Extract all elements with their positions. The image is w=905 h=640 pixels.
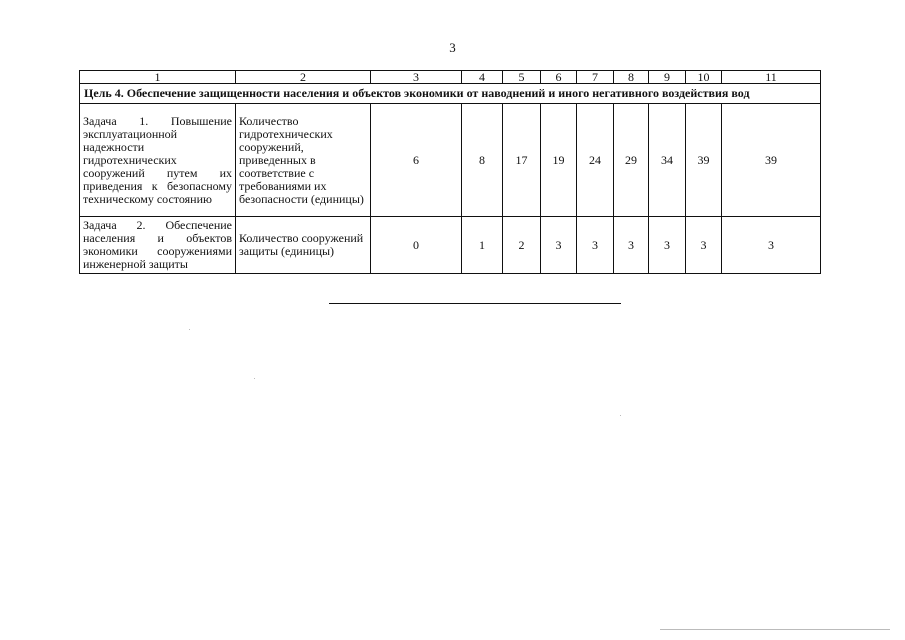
value-cell: 8 bbox=[462, 104, 503, 217]
column-number-row bbox=[80, 71, 821, 84]
column-number: 4 bbox=[462, 71, 503, 84]
column-number: 11 bbox=[722, 71, 821, 84]
value-cell: 39 bbox=[722, 104, 821, 217]
column-number: 2 bbox=[236, 71, 371, 84]
scan-edge-line bbox=[660, 629, 890, 630]
value-cell: 24 bbox=[577, 104, 614, 217]
value-cell: 2 bbox=[503, 217, 541, 274]
column-number: 1 bbox=[80, 71, 236, 84]
column-number: 7 bbox=[577, 71, 614, 84]
column-number: 6 bbox=[541, 71, 577, 84]
column-number: 9 bbox=[649, 71, 686, 84]
column-number: 8 bbox=[614, 71, 649, 84]
value-cell: 3 bbox=[541, 217, 577, 274]
indicator-cell: Количество гидротехнических сооружений, приведенных в соответствие с требованиями их безопасности (единицы) bbox=[236, 104, 371, 217]
table-row bbox=[80, 104, 821, 217]
column-number: 5 bbox=[503, 71, 541, 84]
value-cell: 3 bbox=[686, 217, 722, 274]
page-number: 3 bbox=[449, 40, 456, 55]
value-cell: 6 bbox=[371, 104, 462, 217]
goal-heading: Цель 4. Обеспечение защищенности населения и объектов экономики от наводнений и иного негативного воздействия вод bbox=[80, 84, 821, 104]
value-cell: 3 bbox=[649, 217, 686, 274]
value-cell: 1 bbox=[462, 217, 503, 274]
value-cell: 29 bbox=[614, 104, 649, 217]
column-number: 10 bbox=[686, 71, 722, 84]
separator-line bbox=[329, 303, 621, 304]
value-cell: 3 bbox=[614, 217, 649, 274]
goal-row bbox=[80, 84, 821, 104]
value-cell: 34 bbox=[649, 104, 686, 217]
value-cell: 0 bbox=[371, 217, 462, 274]
table-row bbox=[80, 217, 821, 274]
value-cell: 17 bbox=[503, 104, 541, 217]
column-number: 3 bbox=[371, 71, 462, 84]
scan-speck bbox=[254, 378, 255, 379]
scan-speck bbox=[189, 329, 190, 330]
task-cell: Задача 1. Повышение эксплуатационной надежности гидротехнических сооружений путем их приведения к безопасному техническому состоянию bbox=[80, 104, 236, 217]
indicator-cell: Количество сооружений защиты (единицы) bbox=[236, 217, 371, 274]
task-cell: Задача 2. Обеспечение населения и объектов экономики сооружениями инженерной защиты bbox=[80, 217, 236, 274]
value-cell: 3 bbox=[722, 217, 821, 274]
indicators-table bbox=[79, 70, 821, 274]
value-cell: 39 bbox=[686, 104, 722, 217]
value-cell: 3 bbox=[577, 217, 614, 274]
scan-speck bbox=[620, 415, 621, 416]
value-cell: 19 bbox=[541, 104, 577, 217]
